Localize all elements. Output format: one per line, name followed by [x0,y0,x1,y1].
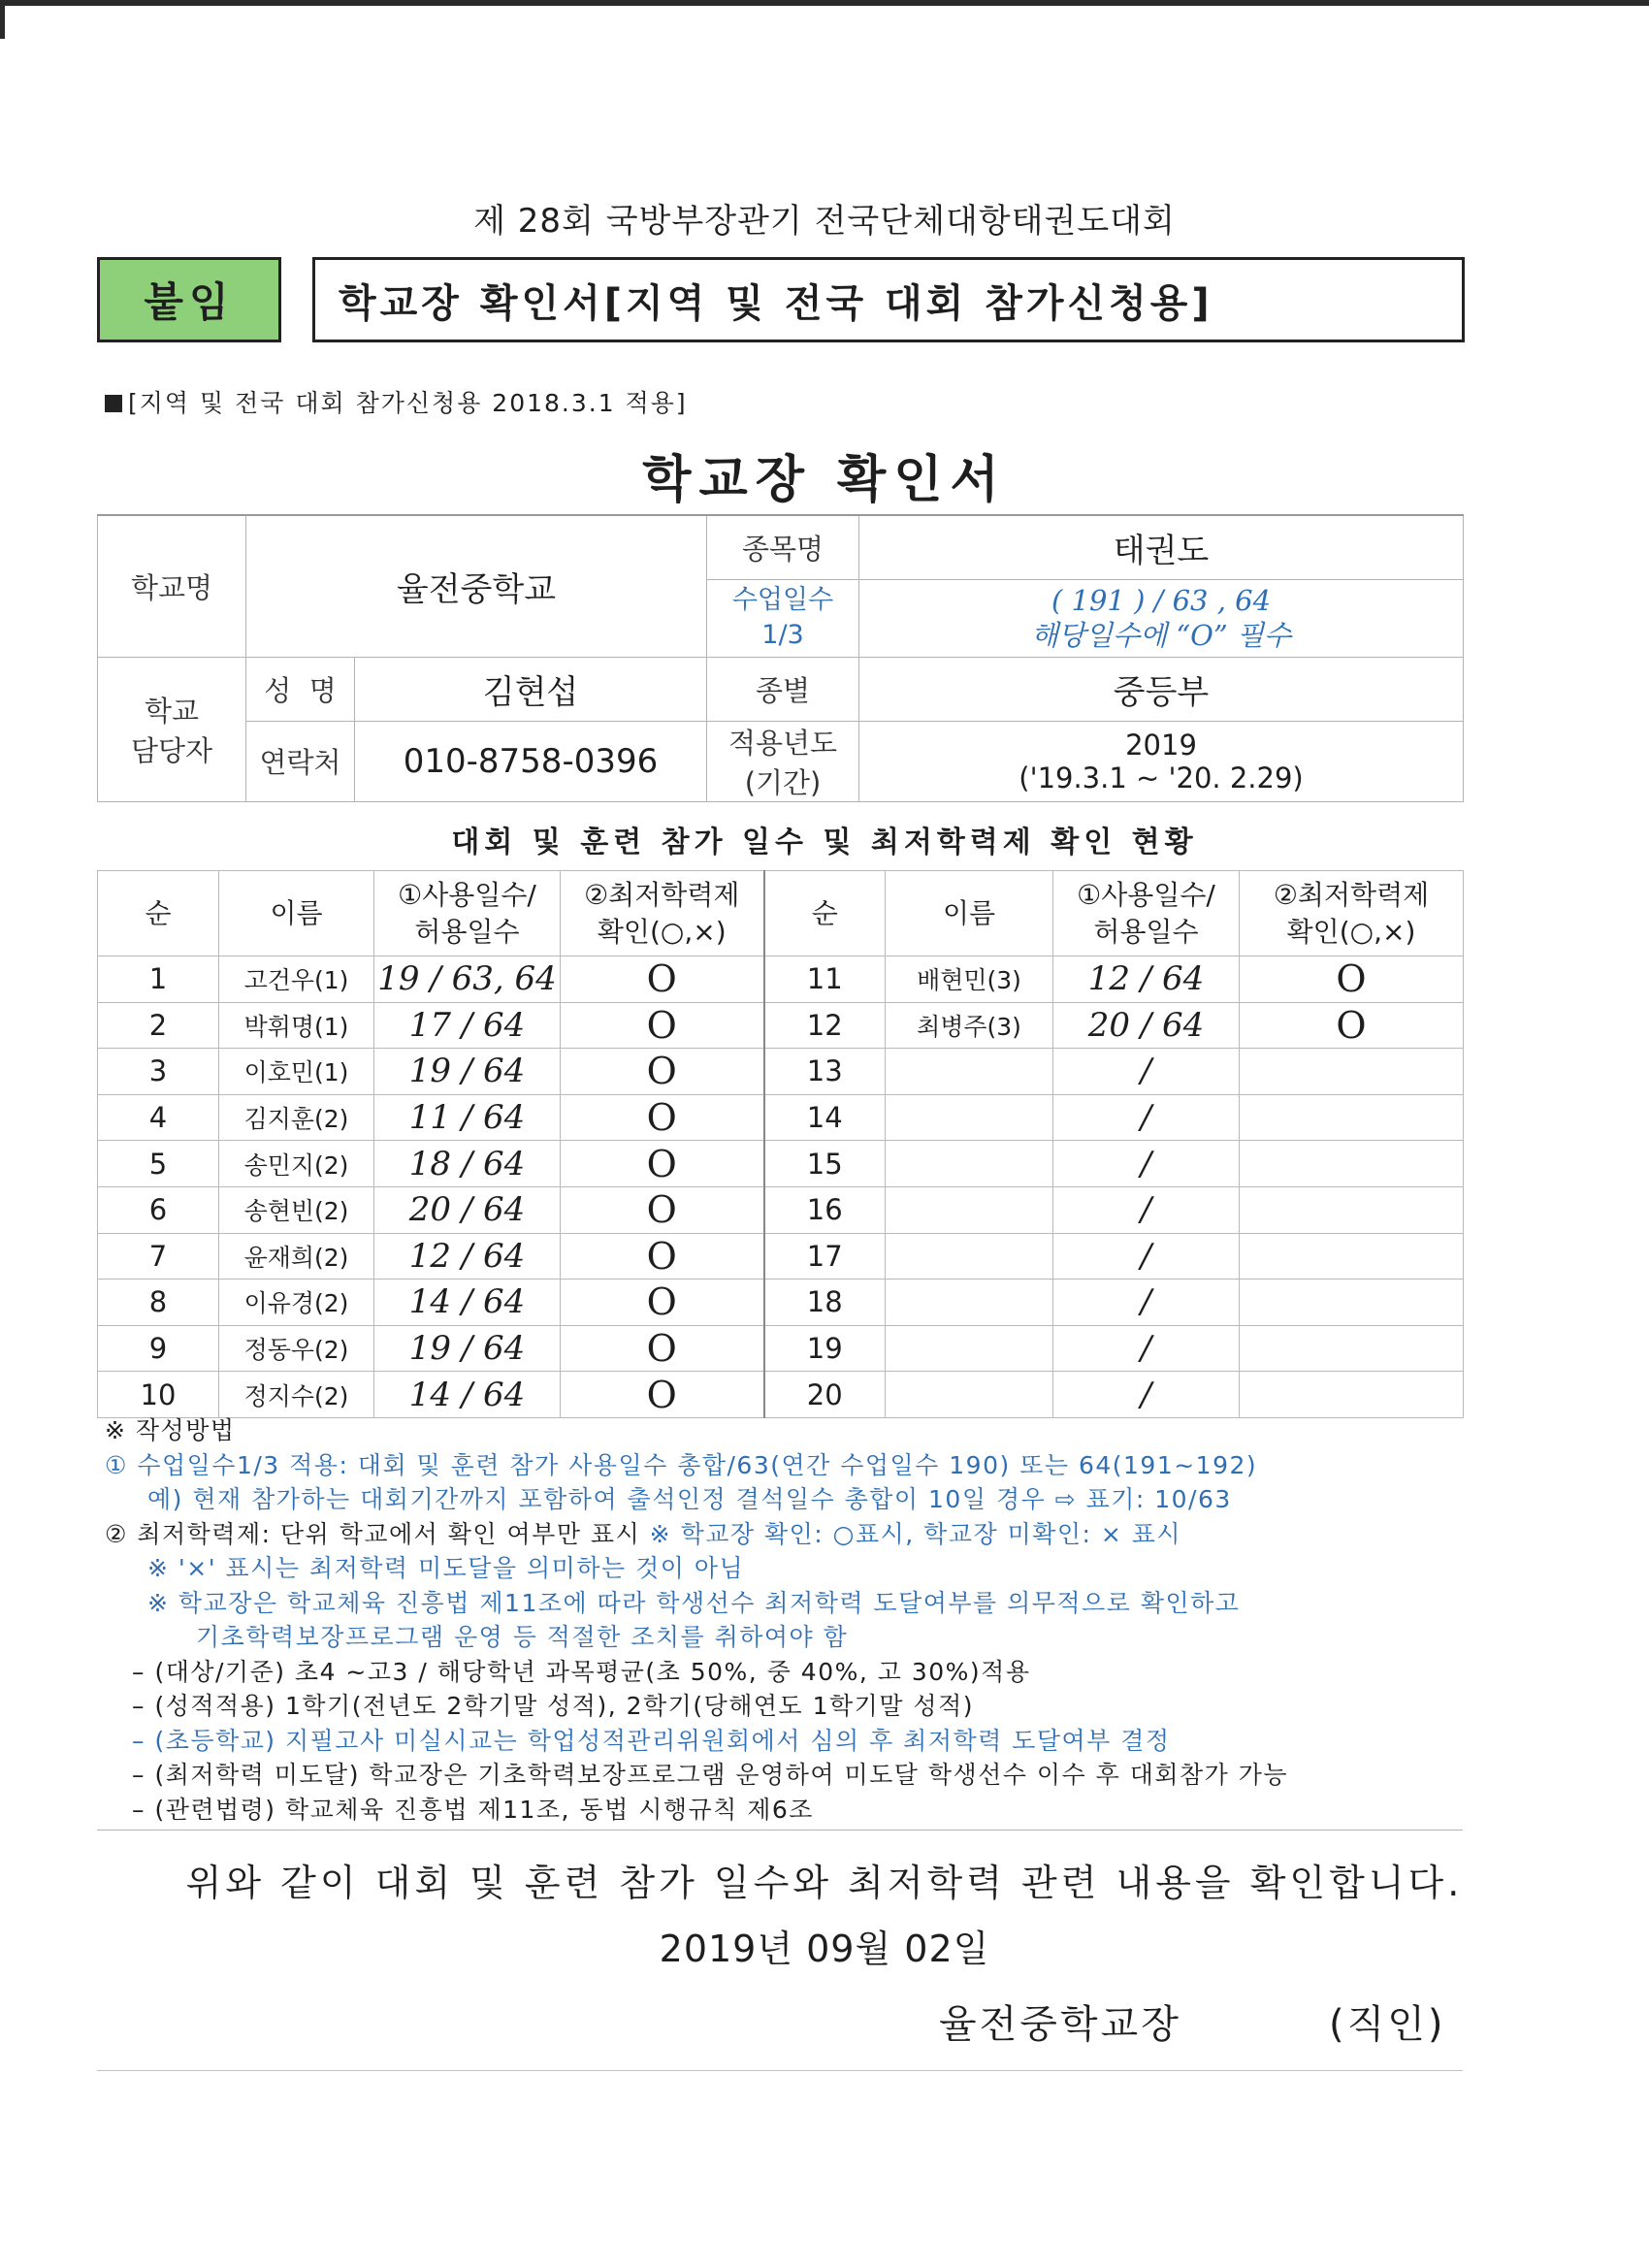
event-title: 제 28회 국방부장관기 전국단체대항태권도대회 [473,202,1176,241]
student-name [886,1049,1053,1095]
col-header-no: 순 [764,871,886,956]
square-bullet-icon [105,395,122,412]
note-4-cont: 기초학력보장프로그램 운영 등 적절한 조치를 취하여야 함 [196,1623,849,1651]
row-no: 5 [98,1141,219,1187]
check-mark [1240,1049,1464,1095]
roster-header-row [98,871,1464,956]
col-header-line: ②최저학력제 [584,878,740,911]
col-header-line: 확인(○,×) [597,915,727,948]
used-days: 11 / 64 [374,1094,561,1141]
table-row [98,1002,1464,1049]
col-header-check [1240,871,1464,956]
row-no: 15 [764,1141,886,1187]
col-header-line: 확인(○,×) [1286,915,1416,948]
class-days-label-line: 1/3 [761,620,804,650]
row-no: 17 [764,1233,886,1280]
student-name [886,1280,1053,1326]
table-row [98,1141,1464,1187]
detail-elementary: – (초등학교) 지필고사 미실시교는 학업성적관리위원회에서 심의 후 최저학력 도달여부 결정 [132,1726,1171,1755]
student-name: 최병주(3) [886,1002,1053,1049]
used-days: 19 / 64 [374,1049,561,1095]
row-no: 1 [98,956,219,1003]
principal-signature: 율전중학교장 [939,2002,1181,2047]
table-row [98,1233,1464,1280]
detail-grades: – (성적적용) 1학기(전년도 2학기말 성적), 2학기(당해연도 1학기말 성적) [132,1692,974,1720]
main-title: 학교장 확인서 [642,451,1007,509]
check-mark: O [561,1141,764,1187]
divider [97,2070,1463,2071]
check-mark [1240,1325,1464,1372]
table-row [98,1094,1464,1141]
confirm-statement: 위와 같이 대회 및 훈련 참가 일수와 최저학력 관련 내용을 확인합니다. [185,1862,1464,1904]
apply-note-text: [지역 및 전국 대회 참가신청용 2018.3.1 적용] [128,389,688,417]
used-days: 12 / 64 [1053,956,1240,1003]
used-days: 14 / 64 [374,1280,561,1326]
manager-label-line: 학교 [144,694,200,728]
note-2 [105,1517,1463,1552]
official-seal: (직인) [1329,2002,1446,2047]
used-days: 20 / 64 [374,1186,561,1233]
check-mark: O [561,1002,764,1049]
class-days-handwritten: ( 191 ) / 63 , 64 [1051,584,1272,617]
col-header-line: ①사용일수/ [398,878,536,911]
col-header-no: 순 [98,871,219,956]
used-days: 20 / 64 [1053,1002,1240,1049]
row-no: 3 [98,1049,219,1095]
student-name [886,1372,1053,1418]
school-name-label: 학교명 [98,515,246,657]
check-mark: O [1240,956,1464,1003]
scan-edge [0,0,1649,6]
manager-label-line: 담당자 [130,733,213,767]
detail-target: – (대상/기준) 초4 ~고3 / 해당학년 과목평균(초 50%, 중 40%, 고 30%)적용 [132,1657,1031,1686]
table-row [98,1186,1464,1233]
table-row [98,1325,1464,1372]
row-no: 12 [764,1002,886,1049]
class-days-label-line: 수업일수 [731,585,834,615]
year-value [859,721,1464,801]
info-row [98,721,1464,801]
divider [97,1830,1463,1831]
note-2-mark-rule: ※ 학교장 확인: ○표시, 학교장 미확인: × 표시 [649,1519,1182,1548]
student-name: 배현민(3) [886,956,1053,1003]
student-name: 윤재희(2) [219,1233,374,1280]
table-row [98,1372,1464,1418]
check-mark: O [561,1372,764,1418]
student-name [886,1186,1053,1233]
attachment-badge: 붙임 [97,257,281,342]
used-days: 12 / 64 [374,1233,561,1280]
check-mark [1240,1186,1464,1233]
used-days: 17 / 64 [374,1002,561,1049]
year-label [707,721,859,801]
col-header-check [561,871,764,956]
check-mark [1240,1094,1464,1141]
row-no: 19 [764,1325,886,1372]
student-name [886,1325,1053,1372]
manager-name: 김현섭 [355,657,707,721]
sport-label: 종목명 [707,515,859,579]
check-mark [1240,1141,1464,1187]
used-days: / [1053,1372,1240,1418]
notes-heading: ※ 작성방법 [105,1416,236,1444]
check-mark [1240,1372,1464,1418]
student-name [886,1094,1053,1141]
used-days: 19 / 64 [374,1325,561,1372]
col-header-days [1053,871,1240,956]
used-days: 19 / 63, 64 [374,956,561,1003]
row-no: 6 [98,1186,219,1233]
sign-date: 2019년 09월 02일 [659,1928,990,1970]
school-name: 율전중학교 [246,515,707,657]
scan-edge-mark [0,0,5,39]
class-days-label [707,579,859,657]
row-no: 7 [98,1233,219,1280]
used-days: / [1053,1233,1240,1280]
used-days: / [1053,1141,1240,1187]
division-label: 종별 [707,657,859,721]
instructions [105,1413,1463,1827]
check-mark: O [561,1186,764,1233]
used-days: / [1053,1280,1240,1326]
note-4: ※ 학교장은 학교체육 진흥법 제11조에 따라 학생선수 최저학력 도달여부를 의무적으로 확인하고 [147,1588,1241,1617]
note-3: ※ '×' 표시는 최저학력 미도달을 의미하는 것이 아님 [147,1554,745,1582]
student-name: 정동우(2) [219,1325,374,1372]
student-name: 고건우(1) [219,956,374,1003]
check-mark: O [561,1094,764,1141]
check-mark: O [561,956,764,1003]
col-header-name: 이름 [219,871,374,956]
check-mark: O [561,1325,764,1372]
row-no: 20 [764,1372,886,1418]
row-no: 2 [98,1002,219,1049]
form-title: 학교장 확인서[지역 및 전국 대회 참가신청용] [312,257,1465,342]
used-days: / [1053,1049,1240,1095]
table-row [98,956,1464,1003]
section-title: 대회 및 훈련 참가 일수 및 최저학력제 확인 현황 [451,826,1198,859]
contact-value: 010-8758-0396 [355,721,707,801]
row-no: 18 [764,1280,886,1326]
col-header-line: 허용일수 [414,915,520,948]
used-days: 18 / 64 [374,1141,561,1187]
note-1: ① 수업일수1/3 적용: 대회 및 훈련 참가 사용일수 총합/63(연간 수업일수 190) 또는 64(191~192) [105,1450,1258,1479]
used-days: / [1053,1325,1240,1372]
year-label-line: 적용년도 [728,726,838,760]
row-no: 10 [98,1372,219,1418]
col-header-line: ①사용일수/ [1077,878,1215,911]
row-no: 11 [764,956,886,1003]
student-name: 박휘명(1) [219,1002,374,1049]
col-header-days [374,871,561,956]
col-header-name: 이름 [886,871,1053,956]
note-2-text: ② 최저학력제: 단위 학교에서 확인 여부만 표시 [105,1519,650,1548]
check-mark: O [1240,1002,1464,1049]
detail-not-reached: – (최저학력 미도달) 학교장은 기초학력보장프로그램 운영하여 미도달 학생선수 이수 후 대회참가 가능 [132,1761,1289,1789]
student-name: 송민지(2) [219,1141,374,1187]
check-mark: O [561,1233,764,1280]
note-1-example: 예) 현재 참가하는 대회기간까지 포함하여 출석인정 결석일수 총합이 10일 경우 ⇨ 표기: 10/63 [147,1485,1232,1513]
student-name: 송현빈(2) [219,1186,374,1233]
name-label: 성 명 [246,657,355,721]
period-text: ('19.3.1 ~ '20. 2.29) [1018,761,1304,794]
manager-label [98,657,246,801]
check-mark: O [561,1280,764,1326]
info-row [98,515,1464,579]
row-no: 4 [98,1094,219,1141]
used-days: / [1053,1094,1240,1141]
row-no: 8 [98,1280,219,1326]
student-name: 정지수(2) [219,1372,374,1418]
check-mark [1240,1280,1464,1326]
sport-value: 태권도 [859,515,1464,579]
student-name: 김지훈(2) [219,1094,374,1141]
roster-table [97,870,1464,1418]
detail-law: – (관련법령) 학교체육 진흥법 제11조, 동법 시행규칙 제6조 [132,1795,814,1824]
check-mark [1240,1233,1464,1280]
row-no: 16 [764,1186,886,1233]
table-row [98,1280,1464,1326]
table-row [98,1049,1464,1095]
class-days-note: 해당일수에 “O” 필수 [1031,619,1291,652]
apply-note [105,384,688,419]
row-no: 14 [764,1094,886,1141]
used-days: 14 / 64 [374,1372,561,1418]
year-text: 2019 [1125,728,1197,761]
row-no: 9 [98,1325,219,1372]
col-header-line: 허용일수 [1093,915,1199,948]
student-name [886,1233,1053,1280]
student-name: 이호민(1) [219,1049,374,1095]
row-no: 13 [764,1049,886,1095]
school-info-table [97,514,1464,802]
year-label-line: (기간) [744,765,822,799]
student-name: 이유경(2) [219,1280,374,1326]
col-header-line: ②최저학력제 [1273,878,1430,911]
check-mark: O [561,1049,764,1095]
used-days: / [1053,1186,1240,1233]
class-days-value [859,579,1464,657]
student-name [886,1141,1053,1187]
contact-label: 연락처 [246,721,355,801]
info-row [98,657,1464,721]
division-value: 중등부 [859,657,1464,721]
